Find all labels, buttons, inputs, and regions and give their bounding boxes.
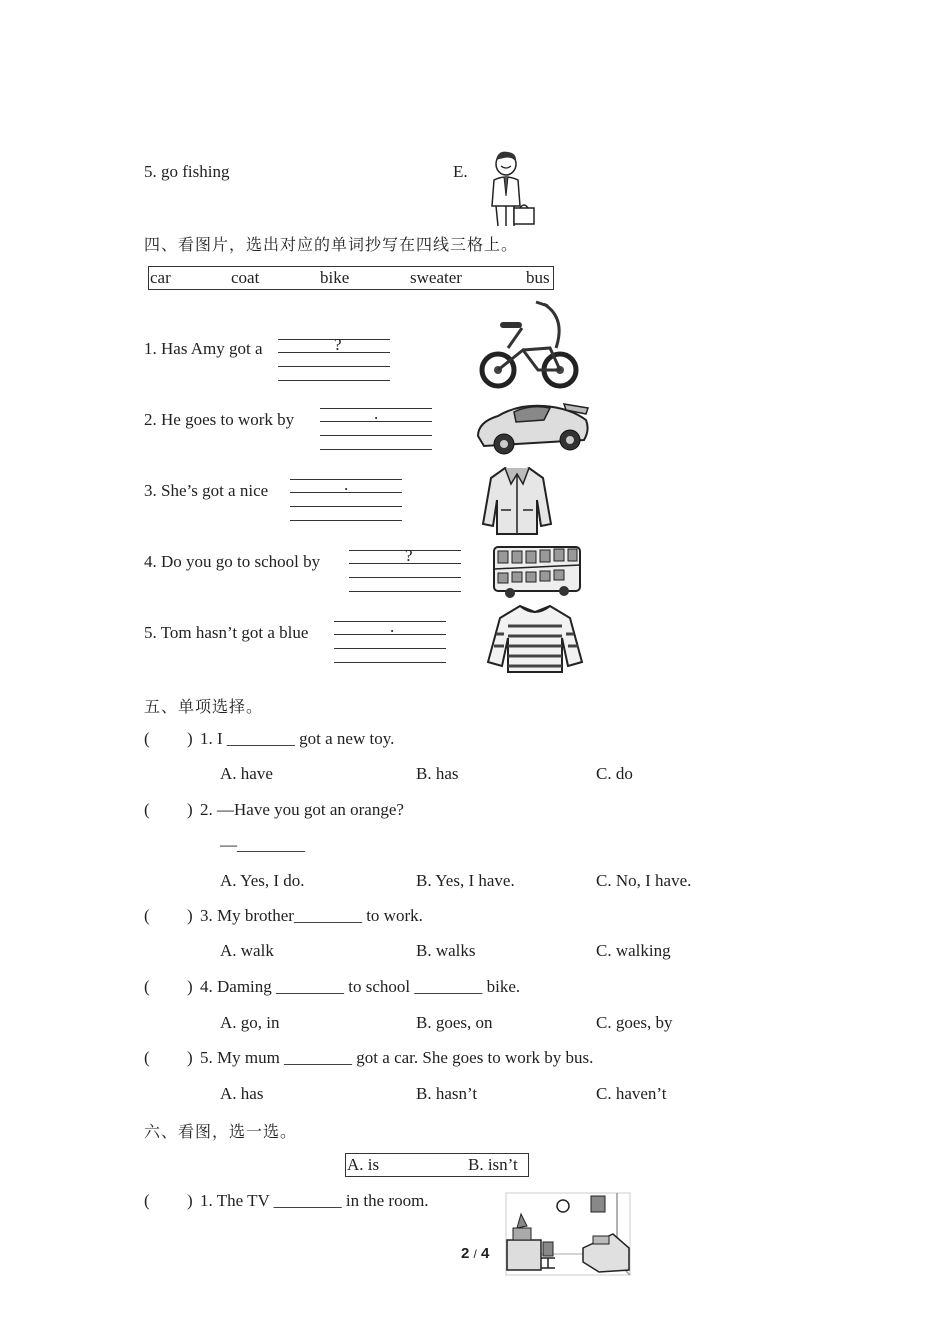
section5-title: 五、单项选择。 [144,697,264,716]
item-letter: E. [453,162,468,181]
s5-q1-option-a[interactable]: A. have [220,764,273,783]
section4-title: 四、看图片，选出对应的单词抄写在四线三格上。 [144,235,519,254]
coat-picture [481,464,553,536]
punct-3: . [344,475,349,494]
s5-q1-option-b[interactable]: B. has [416,764,459,783]
s5-q2-option-a[interactable]: A. Yes, I do. [220,871,305,890]
choice-a: A. is [347,1155,380,1174]
item-go-fishing: 5. go fishing [144,162,230,181]
s5-question-4: 4. Daming ________ to school ________ bike. [200,977,521,996]
choice-box [345,1153,529,1177]
s5-question-3: 3. My brother________ to work. [200,906,423,925]
punct-2: . [374,404,379,423]
s5-q4-option-b[interactable]: B. goes, on [416,1013,493,1032]
section6-title: 六、看图，选一选。 [144,1122,298,1141]
answer-paren-close: ) [187,729,193,748]
car-picture [474,398,592,460]
s4-item-1: 1. Has Amy got a [144,339,263,358]
s5-question-5: 5. My mum ________ got a car. She goes to work by bus. [200,1048,594,1067]
answer-paren-close: ) [187,1048,193,1067]
businessman-picture [484,150,540,230]
page-number [461,1245,489,1262]
s6-question-1: 1. The TV ________ in the room. [200,1191,429,1210]
s5-question-1: 1. I ________ got a new toy. [200,729,395,748]
s4-item-5: 5. Tom hasn’t got a blue [144,623,309,642]
word-bike: bike [320,268,350,287]
answer-paren-open: ( [144,906,150,925]
answer-paren-open: ( [144,1048,150,1067]
page-separator: / [473,1247,477,1261]
s5-q4-option-c[interactable]: C. goes, by [596,1013,673,1032]
answer-paren-open: ( [144,977,150,996]
answer-paren-close: ) [187,906,193,925]
s5-q5-option-a[interactable]: A. has [220,1084,264,1103]
bike-picture [478,298,584,392]
punct-1: ? [334,335,342,354]
bus-picture [490,537,584,599]
s5-q2-option-c[interactable]: C. No, I have. [596,871,692,890]
word-bank [148,266,554,290]
s4-item-2: 2. He goes to work by [144,410,295,429]
s5-q5-option-b[interactable]: B. hasn’t [416,1084,478,1103]
answer-paren-close: ) [187,1191,193,1210]
s5-q3-option-b[interactable]: B. walks [416,941,476,960]
room-picture [505,1192,631,1276]
answer-paren-open: ( [144,1191,150,1210]
s4-item-3: 3. She’s got a nice [144,481,269,500]
s5-q4-option-a[interactable]: A. go, in [220,1013,280,1032]
s5-q2-option-b[interactable]: B. Yes, I have. [416,871,515,890]
word-car: car [150,268,171,287]
answer-paren-close: ) [187,800,193,819]
word-bus: bus [526,268,550,287]
s5-q3-option-a[interactable]: A. walk [220,941,274,960]
choice-b: B. isn’t [468,1155,518,1174]
s5-q1-option-c[interactable]: C. do [596,764,633,783]
punct-4: ? [405,546,413,565]
s5-question-2: 2. —Have you got an orange? [200,800,404,819]
answer-paren-close: ) [187,977,193,996]
s5-q2-answer-line: —________ [220,835,305,854]
answer-paren-open: ( [144,729,150,748]
s4-item-4: 4. Do you go to school by [144,552,321,571]
punct-5: . [390,617,395,636]
word-sweater: sweater [410,268,462,287]
s5-q3-option-c[interactable]: C. walking [596,941,671,960]
s5-q5-option-c[interactable]: C. haven’t [596,1084,667,1103]
page-current: 2 [461,1245,470,1262]
answer-paren-open: ( [144,800,150,819]
word-coat: coat [231,268,260,287]
sweater-picture [486,600,584,676]
page-total: 4 [481,1245,490,1262]
